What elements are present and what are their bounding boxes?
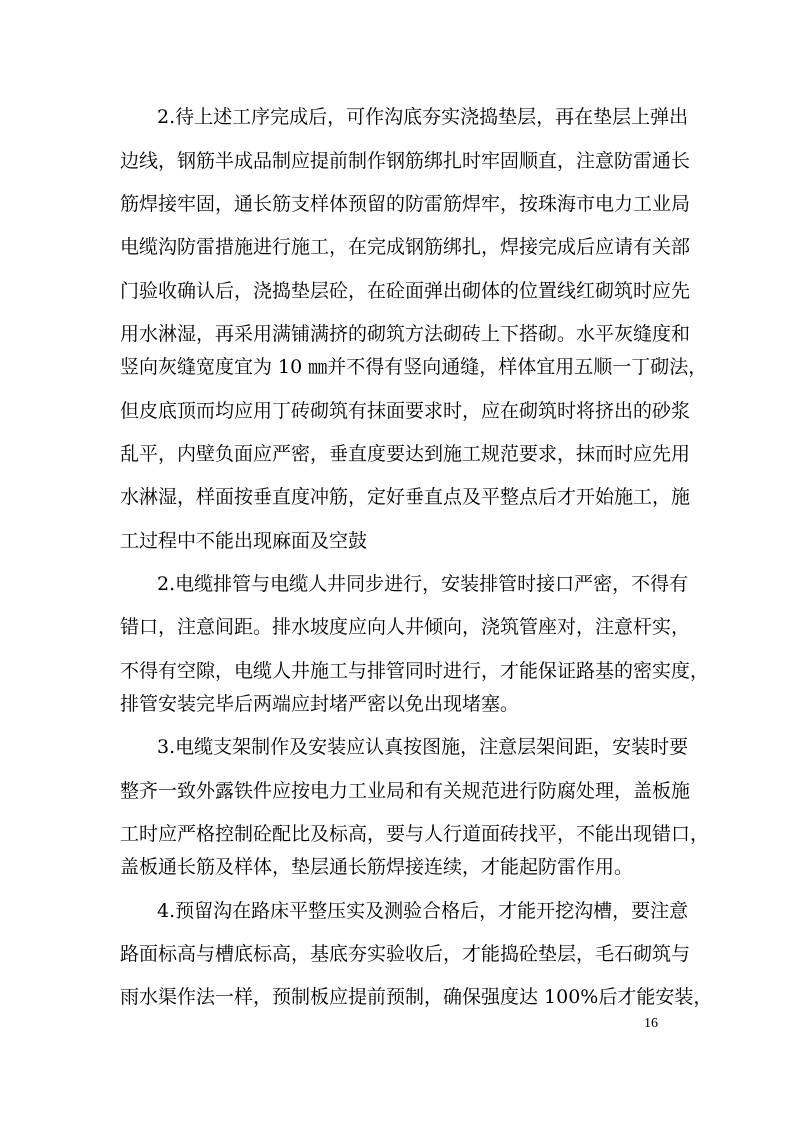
text-line: 用水淋湿，再采用满铺满挤的砌筑方法砌砖上下搭砌。水平灰缝度和 (120, 323, 691, 345)
text-line: 门验收确认后，浇捣垫层砼，在砼面弹出砌体的位置线红砌筑时应先 (120, 280, 691, 302)
text-line: 工时应严格控制砼配比及标高，要与人行道面砖找平，不能出现错口， (120, 823, 710, 845)
page-number: 16 (644, 1016, 658, 1031)
text-line: 雨水渠作法一样，预制板应提前预制，确保强度达 100%后才能安装， (120, 986, 713, 1008)
text-line: 路面标高与槽底标高，基底夯实验收后，才能捣砼垫层，毛石砌筑与 (120, 943, 691, 965)
text-line: 乱平，内壁负面应严密，垂直度要达到施工规范要求，抹而时应先用 (120, 443, 691, 465)
text-line: 水淋湿，样面按垂直度冲筋，定好垂直点及平整点后才开始施工，施 (120, 486, 691, 508)
text-line: 但皮底顶而均应用丁砖砌筑有抹面要求时，应在砌筑时将挤出的砂浆 (120, 400, 691, 422)
text-line: 排管安装完毕后两端应封堵严密以免出现堵塞。 (120, 693, 520, 715)
text-line: 错口，注意间距。排水坡度应向人井倾向，浇筑管座对，注意杆实， (120, 616, 691, 638)
text-line: 电缆沟防雷措施进行施工，在完成钢筋绑扎，焊接完成后应请有关部 (120, 236, 691, 258)
text-line: 工过程中不能出现麻面及空鼓 (120, 530, 368, 552)
text-line: 筋焊接牢固，通长筋支样体预留的防雷筋焊牢，按珠海市电力工业局 (120, 193, 691, 215)
text-line: 3.电缆支架制作及安装应认真按图施，注意层架间距，安装时要 (157, 736, 689, 758)
text-line: 2.待上述工序完成后，可作沟底夯实浇捣垫层，再在垫层上弹出 (157, 106, 689, 128)
text-line: 不得有空隙，电缆人井施工与排管同时进行，才能保证路基的密实度， (120, 660, 710, 682)
text-line: 整齐一致外露铁件应按电力工业局和有关规范进行防腐处理，盖板施 (120, 780, 691, 802)
text-line: 竖向灰缝宽度宜为 10 ㎜并不得有竖向通缝，样体宜用五顺一丁砌法， (120, 356, 708, 378)
text-line: 盖板通长筋及样体，垫层通长筋焊接连续，才能起防雷作用。 (120, 856, 634, 878)
text-line: 边线，钢筋半成品制应提前制作钢筋绑扎时牢固顺直，注意防雷通长 (120, 150, 691, 172)
text-line: 4.预留沟在路床平整压实及测验合格后，才能开挖沟槽，要注意 (157, 900, 689, 922)
text-line: 2.电缆排管与电缆人井同步进行，安装排管时接口严密，不得有 (157, 573, 689, 595)
